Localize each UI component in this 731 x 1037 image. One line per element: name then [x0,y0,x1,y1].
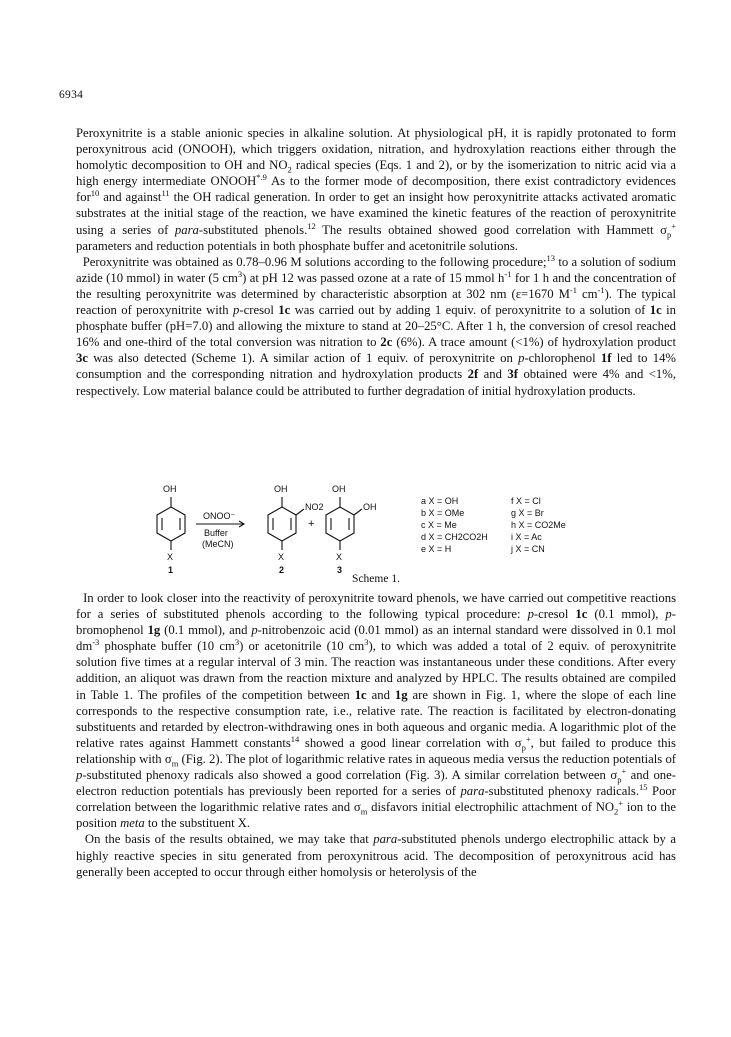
substituent-d: d X = CH2CO2H [421,532,488,542]
oh-label-4: OH [363,502,377,512]
compound-number-3: 3 [337,565,343,575]
benzene-ring-2 [268,507,296,541]
scheme-caption: Scheme 1. [352,573,400,585]
oh-label-2: OH [274,484,288,494]
substituent-j: j X = CN [511,544,545,554]
paragraph-2: Peroxynitrite was obtained as 0.78–0.96 M solutions according to the following procedure;$^{13}$ to a solution of sodium azide (10 mmol) in water (5 $cm^3$) at pH 12 was passed ozone at a rate of 15 mmol $h^{-1}$ for 1 h and the concentration of the resulting peroxynitrite was determined by characteristic absorption at 302 nm (ε=1670 $M^{-1}$ $cm^{-1}$). The typical reaction of peroxynitrite with p-cresol 1c was carried out by adding 1 equiv. of peroxynitrite to a solution of 1c in phosphate buffer (pH=7.0) and allowing the mixture to stand at 20–25°C. After 1 h, the conversion of cresol reached 16% and one-third of the total conversion was nitration to 2c (6%). A trace amount (<1%) of hydroxylation product 3c was also detected (Scheme 1). A similar action of 1 equiv. of peroxynitrite on p-chlorophenol 1f led to 14% consumption and the corresponding nitration and hydroxylation products 2f and 3f obtained were 4% and <1%, respectively. Low material balance could be attributed to further degradation of initial hydroxylation products. [76,252,677,398]
benzene-ring-1 [157,507,185,541]
paragraph-4: On the basis of the results obtained, we may take that para-substituted phenols undergo electrophilic attack by a highly reactive species in situ generated from peroxynitrous acid. The decomposition of peroxynitrous acid has generally been accepted to occur through either homolysis or heterolysis of the [76,832,676,879]
substituent-h: h X = CO2Me [511,520,566,530]
substituent-f: f X = Cl [511,496,541,506]
oh-label-3: OH [332,484,346,494]
x-label-2: X [278,552,285,562]
substituent-a: a X = OH [421,496,459,506]
substituent-i: i X = Ac [511,532,542,542]
paragraph-3: In order to look closer into the reactivity of peroxynitrite toward phenols, we have carried out competitive reactions for a series of substituted phenols according to the following typical procedure: p-cresol 1c (0.1 mmol), p-bromophenol 1g (0.1 mmol), and p-nitrobenzoic acid (0.01 mmol) as an internal standard were dissolved in 0.1 mol $dm^{-3}$ phosphate buffer (10 $cm^3$) or acetonitrile (10 $cm^3$), to which was added a total of 2 equiv. of peroxynitrite solution five times at a regular interval of 3 min. The reaction was instantaneous under these conditions. After every addition, an aliquot was drawn from the reaction mixture and analyzed by HPLC. The results obtained are compiled in Table 1. The profiles of the competition between 1c and 1g are shown in Fig. 1, where the slope of each line corresponds to the respective consumption rate, i.e., relative rate. The reaction is facilitated by electron-donating substituents and retarded by electron-withdrawing ones in both aqueous and organic media. A logarithmic plot of the relative rates against Hammett constants$^{14}$ showed a good linear correlation with $\sigma_p^+$, but failed to produce this relationship with $\sigma_m$ (Fig. 2). The plot of logarithmic relative rates in aqueous media versus the reduction potentials of p-substituted phenoxy radicals also showed a good correlation (Fig. 3). A similar correlation between $\sigma_p^+$ and one-electron reduction potentials has previously been reported for a series of para-substituted phenoxy radicals.$^{15}$ Poor correlation between the logarithmic relative rates and $\sigma_m$ disfavors initial electrophilic attachment of $NO_2^+$ ion to the position meta to the substituent X. [76,591,677,831]
plus-sign: + [308,518,315,530]
compound-number-1: 1 [168,565,174,575]
no2-label: NO2 [305,502,324,512]
scheme-1 [76,476,676,586]
solvent-buffer: Buffer [204,528,228,538]
substituent-g: g X = Br [511,508,544,518]
compound-number-2: 2 [279,565,285,575]
substituent-e: e X = H [421,544,452,554]
x-label-3: X [336,552,343,562]
scheme-1-structures [76,476,676,576]
body-text-top [76,125,676,399]
page-number: 6934 [59,89,84,101]
benzene-ring-3 [326,507,354,541]
substituent-c: c X = Me [421,520,457,530]
substituent-b: b X = OMe [421,508,465,518]
oh-label-1: OH [163,484,177,494]
paragraph-1: Peroxynitrite is a stable anionic species in alkaline solution. At physiological pH, it is rapidly protonated to form peroxynitrous acid (ONOOH), which triggers oxidation, nitration, and hydroxylation reactions either through the homolytic decomposition to OH and $NO_2$ radical species (Eqs. 1 and 2), or by the isomerization to nitric acid via a high energy intermediate $ONOOH^{*.9}$ As to the former mode of decomposition, there exist contradictory evidences for$^{10}$ and against$^{11}$ the OH radical generation. In order to get an insight how peroxynitrite attacks activated aromatic substrates at the initial stage of the reaction, we have examined the kinetic features of the reaction of peroxynitrite using a series of para-substituted phenols.$^{12}$ The results obtained showed good correlation with Hammett $\sigma_p^+$ parameters and reduction potentials in both phosphate buffer and acetonitrile solutions. [76,126,677,253]
reagent-label: ONOO⁻ [203,511,236,521]
solvent-mecn: (MeCN) [202,539,234,549]
x-label-1: X [167,552,174,562]
body-text-bottom [76,590,676,880]
